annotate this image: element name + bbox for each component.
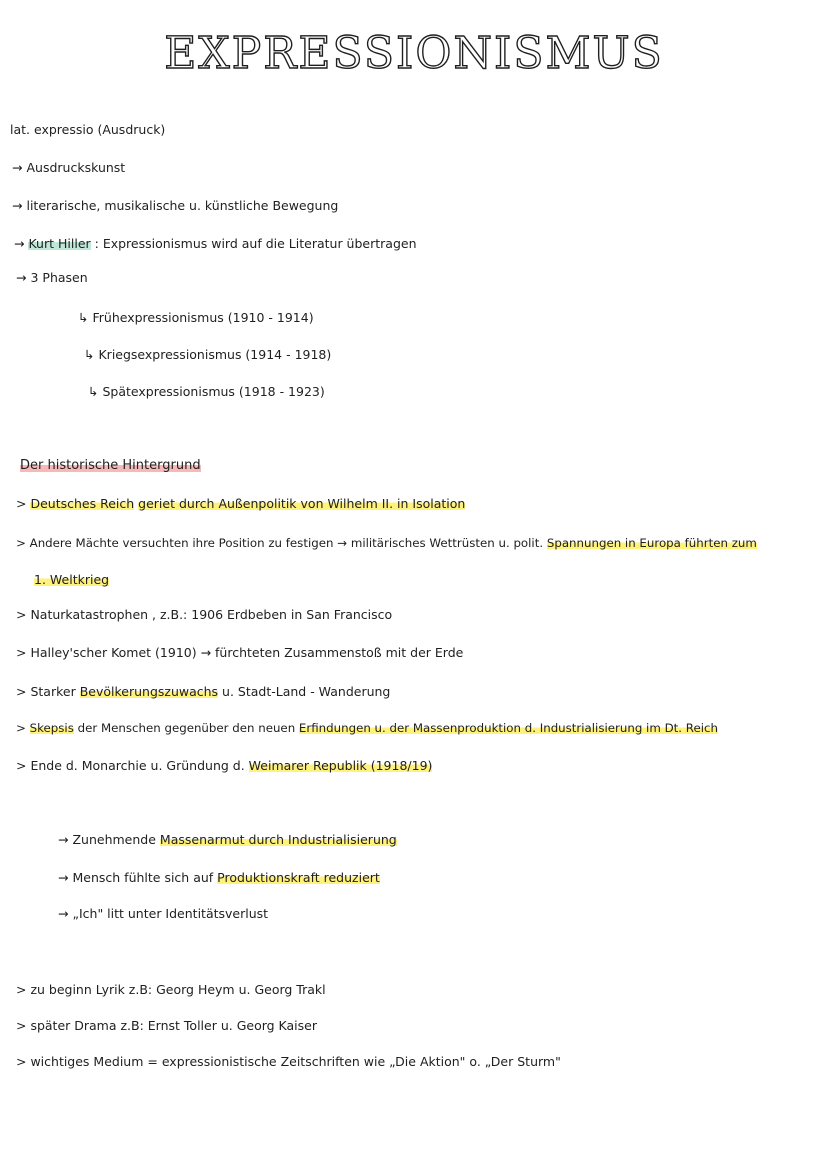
history-item-continuation: 1. Weltkrieg	[34, 572, 110, 587]
page-title: EXPRESSIONISMUS	[164, 28, 664, 79]
phase-item: ↳ Spätexpressionismus (1918 - 1923)	[88, 384, 325, 399]
intro-line-3: → literarische, musikalische u. künstliche Bewegung	[12, 198, 339, 213]
phase-item: ↳ Frühexpressionismus (1910 - 1914)	[78, 310, 314, 325]
history-item: > Deutsches Reich geriet durch Außenpolitik von Wilhelm II. in Isolation	[16, 496, 466, 511]
consequence-item: → „Ich" litt unter Identitätsverlust	[58, 906, 269, 921]
intro-line-5: → 3 Phasen	[16, 270, 88, 285]
arrow-right-icon: →	[12, 160, 23, 175]
history-item: > Halley'scher Komet (1910) → fürchteten Zusammenstoß mit der Erde	[16, 645, 464, 660]
arrow-right-icon: →	[14, 236, 25, 251]
sub-arrow-icon: ↳	[84, 347, 95, 362]
intro-line-4: → Kurt Hiller : Expressionismus wird auf die Literatur übertragen	[14, 236, 417, 251]
arrow-right-icon: →	[12, 198, 23, 213]
highlight-name: Kurt Hiller	[28, 236, 91, 251]
sub-arrow-icon: ↳	[88, 384, 99, 399]
literature-item: > später Drama z.B: Ernst Toller u. Georg Kaiser	[16, 1018, 317, 1033]
consequence-item: → Mensch fühlte sich auf Produktionskraft reduziert	[58, 870, 380, 885]
history-item: > Ende d. Monarchie u. Gründung d. Weimarer Republik (1918/19)	[16, 758, 433, 773]
definition-text: lat. expressio (Ausdruck)	[10, 122, 166, 137]
history-item: > Skepsis der Menschen gegenüber den neuen Erfindungen u. der Massenproduktion d. Industrialisierung im Dt. Reich	[16, 721, 718, 735]
history-item: > Starker Bevölkerungszuwachs u. Stadt-Land - Wanderung	[16, 684, 391, 699]
arrow-right-icon: →	[58, 870, 69, 885]
arrow-right-icon: →	[16, 270, 27, 285]
literature-item: > wichtiges Medium = expressionistische Zeitschriften wie „Die Aktion" o. „Der Sturm"	[16, 1054, 561, 1069]
section-heading: Der historische Hintergrund	[20, 458, 201, 473]
history-item: > Andere Mächte versuchten ihre Position zu festigen → militärisches Wettrüsten u. polit. Spannungen in Europa führten zum	[16, 536, 757, 550]
history-item: > Naturkatastrophen , z.B.: 1906 Erdbeben in San Francisco	[16, 607, 393, 622]
intro-line-2: → Ausdruckskunst	[12, 160, 126, 175]
arrow-right-icon: →	[58, 906, 69, 921]
phase-item: ↳ Kriegsexpressionismus (1914 - 1918)	[84, 347, 332, 362]
arrow-right-icon: →	[58, 832, 69, 847]
sub-arrow-icon: ↳	[78, 310, 89, 325]
consequence-item: → Zunehmende Massenarmut durch Industrialisierung	[58, 832, 397, 847]
literature-item: > zu beginn Lyrik z.B: Georg Heym u. Georg Trakl	[16, 982, 326, 997]
definition-line	[10, 122, 165, 138]
